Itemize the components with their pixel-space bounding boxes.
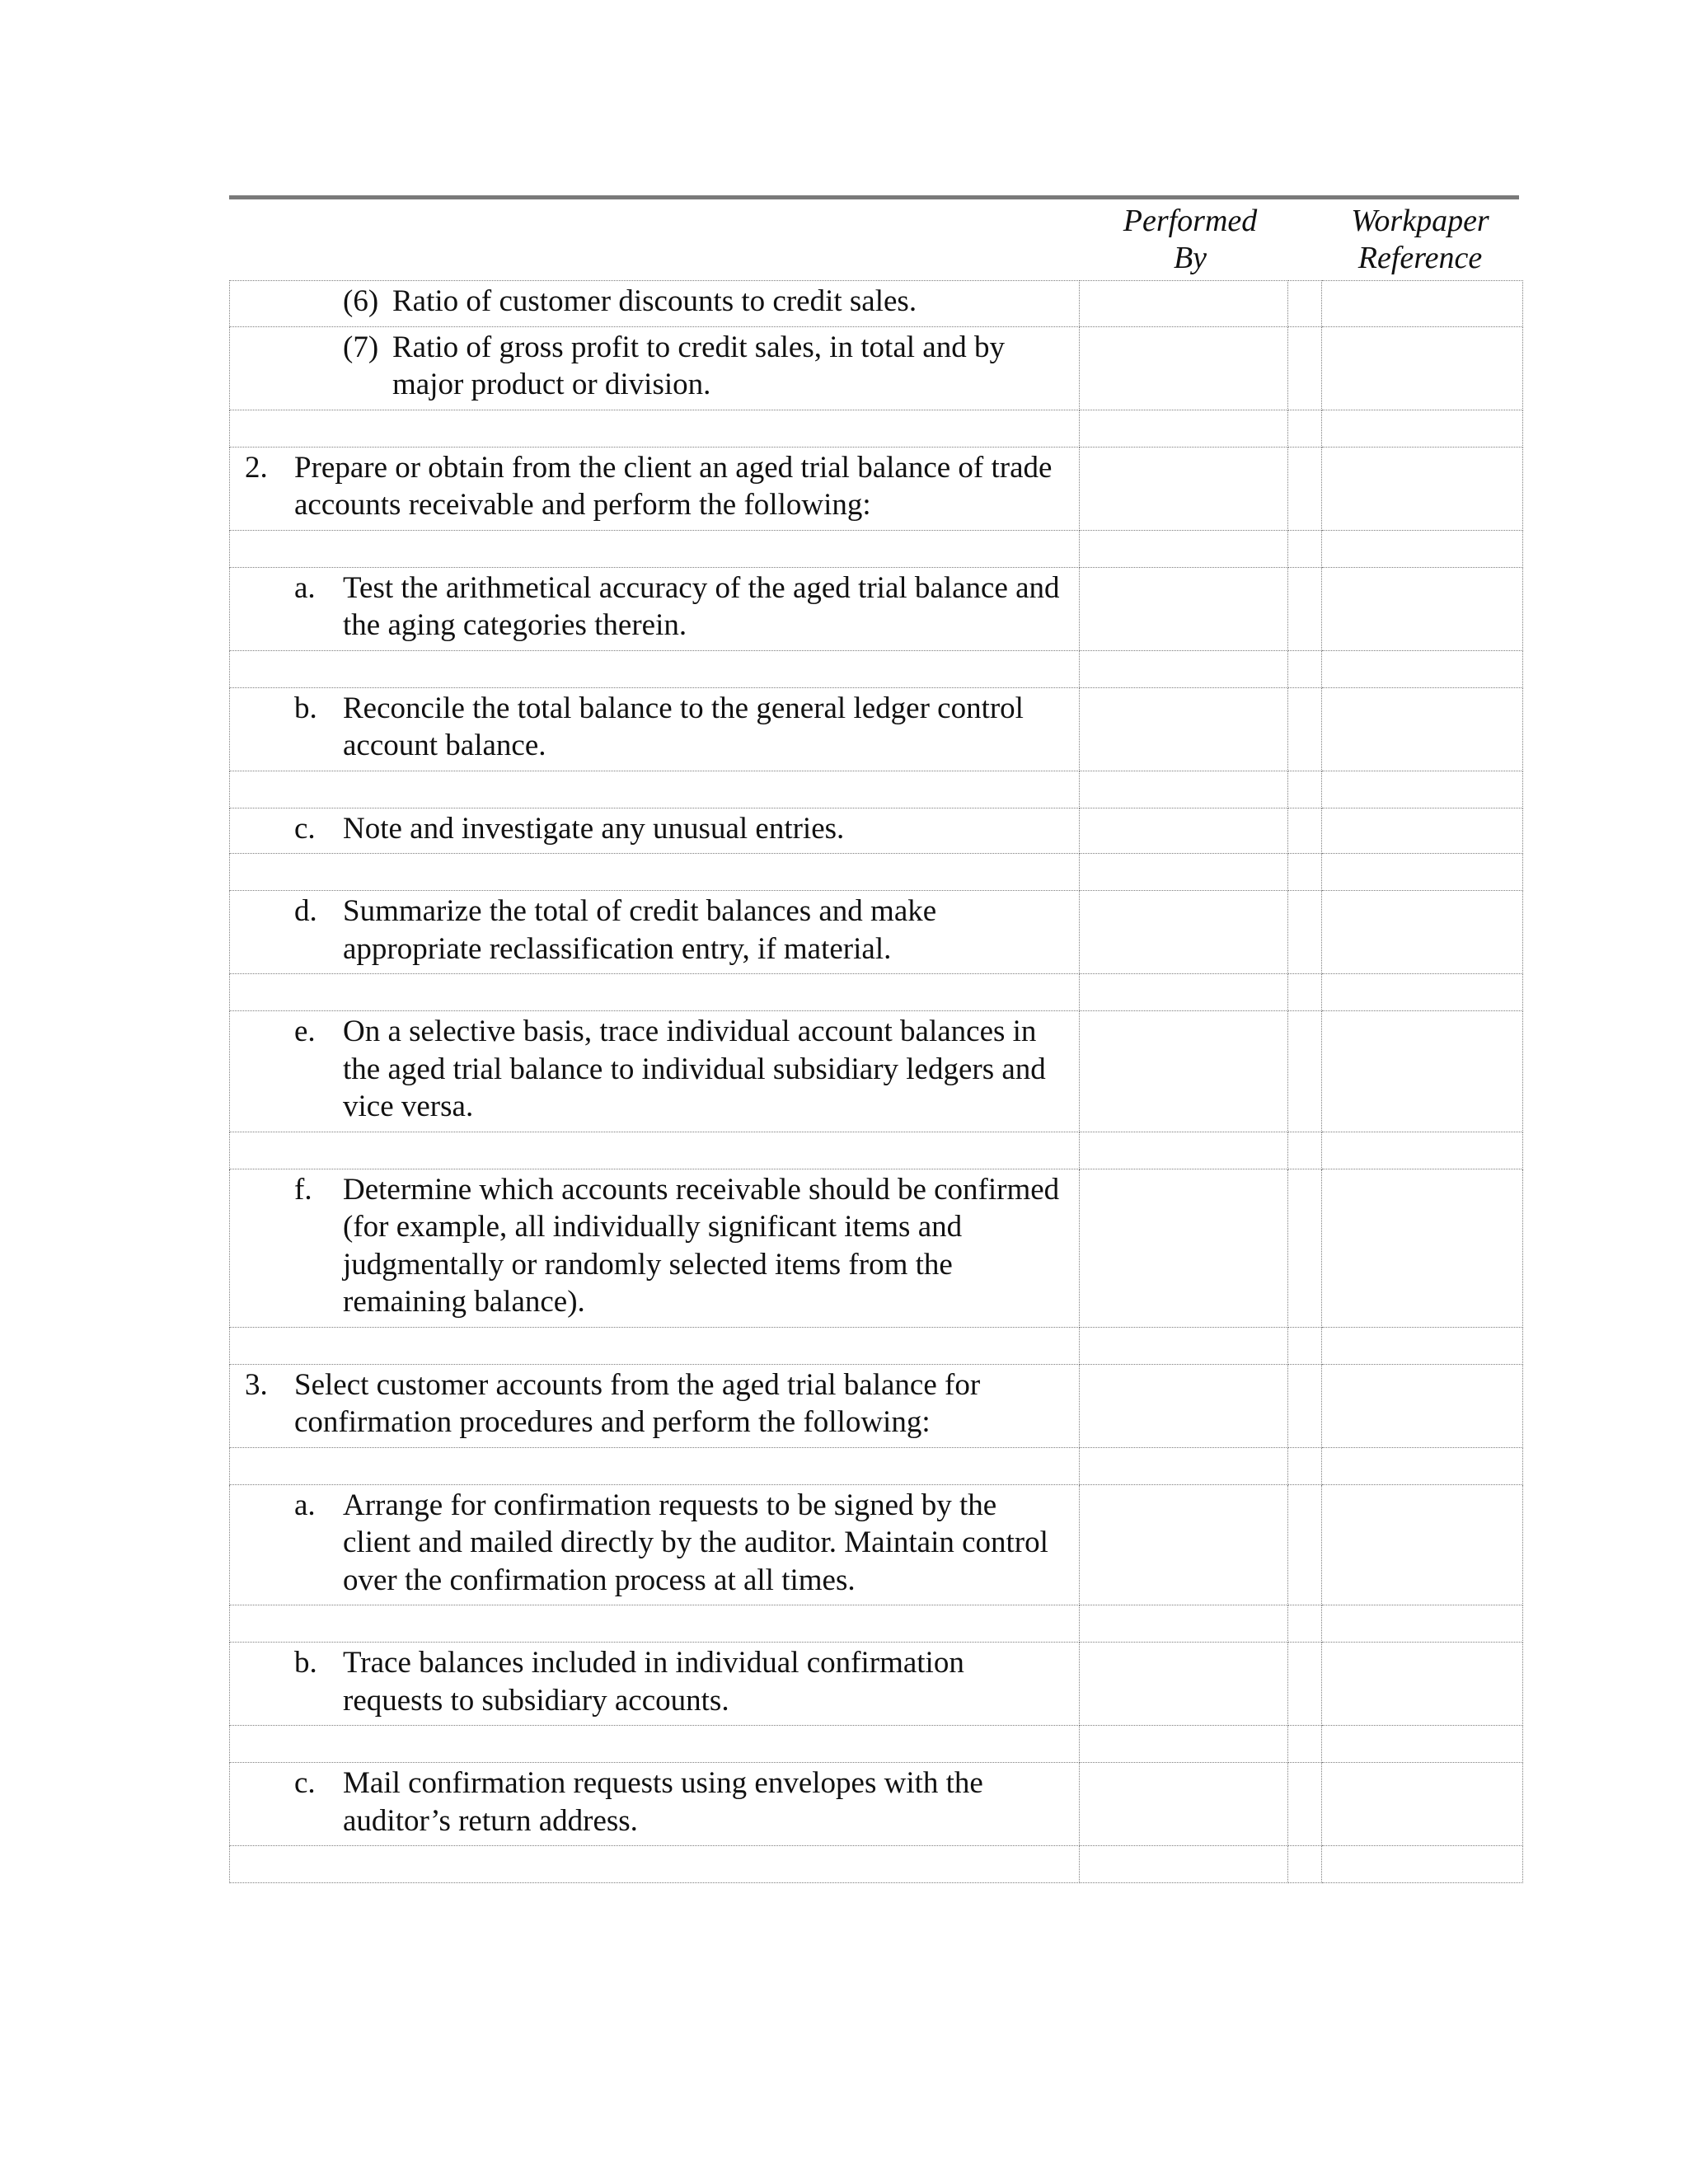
workpaper-reference-cell[interactable]: [1322, 687, 1523, 771]
table-row: [230, 1364, 1523, 1447]
procedure-text: Trace balances included in individual confirmation requests to subsidiary accounts.: [343, 1646, 964, 1718]
procedure-cell: [230, 1763, 1080, 1846]
procedures-table: [229, 280, 1523, 1883]
procedure-text: On a selective basis, trace individual account balances in the aged trial balance to individual subsidiary ledgers and vice versa.: [343, 1015, 1046, 1123]
performed-by-cell[interactable]: [1080, 808, 1288, 854]
spacer-cell: [1288, 808, 1322, 854]
spacer-cell: [1288, 650, 1322, 687]
procedure-cell: [230, 1169, 1080, 1327]
procedure-text: Arrange for confirmation requests to be signed by the client and mailed directly by the auditor. Maintain control over the confirmation process at all times.: [343, 1488, 1048, 1597]
workpaper-reference-cell[interactable]: [1322, 326, 1523, 410]
performed-by-header-line2: By: [1173, 241, 1207, 275]
procedure-text: Note and investigate any unusual entries.: [343, 811, 845, 846]
item-marker: c.: [294, 1766, 316, 1800]
procedure-cell: [230, 326, 1080, 410]
performed-by-cell[interactable]: [1080, 1484, 1288, 1605]
workpaper-reference-cell[interactable]: [1322, 281, 1523, 327]
item-marker: c.: [294, 811, 316, 846]
spacer-cell: [1288, 1763, 1322, 1846]
spacer-cell: [1288, 687, 1322, 771]
procedure-cell: [230, 1643, 1080, 1726]
table-row: [230, 808, 1523, 854]
workpaper-reference-cell[interactable]: [1322, 1763, 1523, 1846]
spacer-cell: [1288, 1364, 1322, 1447]
procedure-cell: [230, 281, 1080, 327]
performed-by-header: [1083, 203, 1297, 277]
performed-by-cell[interactable]: [1080, 1605, 1288, 1643]
empty-cell: [230, 650, 1080, 687]
performed-by-cell[interactable]: [1080, 567, 1288, 650]
procedure-text: Ratio of customer discounts to credit sales.: [392, 284, 917, 318]
procedure-cell: [230, 1484, 1080, 1605]
spacer-row: [230, 974, 1523, 1011]
workpaper-reference-cell[interactable]: [1322, 771, 1523, 808]
workpaper-reference-cell[interactable]: [1322, 410, 1523, 447]
procedure-cell: [230, 447, 1080, 530]
performed-by-cell[interactable]: [1080, 687, 1288, 771]
item-marker: b.: [294, 691, 317, 725]
spacer-row: [230, 530, 1523, 567]
performed-by-cell[interactable]: [1080, 1364, 1288, 1447]
performed-by-cell[interactable]: [1080, 1726, 1288, 1763]
spacer-cell: [1288, 281, 1322, 327]
spacer-cell: [1288, 1484, 1322, 1605]
spacer-row: [230, 1605, 1523, 1643]
procedure-cell: [230, 567, 1080, 650]
workpaper-reference-cell[interactable]: [1322, 974, 1523, 1011]
performed-by-cell[interactable]: [1080, 281, 1288, 327]
table-row: [230, 567, 1523, 650]
procedure-cell: [230, 1011, 1080, 1132]
procedure-cell: [230, 808, 1080, 854]
procedure-text: Summarize the total of credit balances and make appropriate reclassification entry, if material.: [343, 894, 937, 966]
table-row: [230, 687, 1523, 771]
performed-by-cell[interactable]: [1080, 1169, 1288, 1327]
spacer-cell: [1288, 1846, 1322, 1883]
spacer-row: [230, 410, 1523, 447]
performed-by-cell[interactable]: [1080, 530, 1288, 567]
workpaper-reference-cell[interactable]: [1322, 1364, 1523, 1447]
spacer-cell: [1288, 1011, 1322, 1132]
procedure-text: Prepare or obtain from the client an aged trial balance of trade accounts receivable and perform the following:: [294, 450, 1053, 522]
procedure-cell: [230, 1364, 1080, 1447]
workpaper-reference-cell[interactable]: [1322, 1169, 1523, 1327]
workpaper-reference-header: [1321, 203, 1519, 277]
workpaper-reference-cell[interactable]: [1322, 567, 1523, 650]
empty-cell: [230, 1327, 1080, 1364]
table-row: [230, 326, 1523, 410]
empty-cell: [230, 1605, 1080, 1643]
empty-cell: [230, 1726, 1080, 1763]
item-marker: (7): [343, 330, 379, 364]
performed-by-cell[interactable]: [1080, 1011, 1288, 1132]
spacer-row: [230, 650, 1523, 687]
workpaper-reference-cell[interactable]: [1322, 650, 1523, 687]
workpaper-reference-cell[interactable]: [1322, 530, 1523, 567]
performed-by-cell[interactable]: [1080, 854, 1288, 891]
item-marker: f.: [294, 1172, 312, 1207]
performed-by-cell[interactable]: [1080, 1763, 1288, 1846]
spacer-cell: [1288, 891, 1322, 974]
performed-by-cell[interactable]: [1080, 650, 1288, 687]
empty-cell: [230, 410, 1080, 447]
spacer-row: [230, 1327, 1523, 1364]
workpaper-reference-header-line1: Workpaper: [1351, 204, 1489, 238]
performed-by-cell[interactable]: [1080, 1447, 1288, 1484]
performed-by-cell[interactable]: [1080, 1846, 1288, 1883]
item-marker: 3.: [245, 1367, 268, 1402]
workpaper-reference-cell[interactable]: [1322, 1643, 1523, 1726]
performed-by-cell[interactable]: [1080, 410, 1288, 447]
spacer-cell: [1288, 447, 1322, 530]
workpaper-reference-cell[interactable]: [1322, 891, 1523, 974]
workpaper-reference-cell[interactable]: [1322, 1447, 1523, 1484]
workpaper-reference-cell[interactable]: [1322, 1726, 1523, 1763]
item-marker: a.: [294, 1488, 316, 1522]
workpaper-reference-cell[interactable]: [1322, 1605, 1523, 1643]
spacer-cell: [1288, 530, 1322, 567]
workpaper-reference-cell[interactable]: [1322, 1846, 1523, 1883]
workpaper-reference-header-line2: Reference: [1357, 241, 1483, 275]
table-row: [230, 1763, 1523, 1846]
column-header: [229, 199, 1519, 280]
performed-by-cell[interactable]: [1080, 326, 1288, 410]
spacer-row: [230, 1726, 1523, 1763]
item-marker: (6): [343, 284, 379, 318]
performed-by-cell[interactable]: [1080, 1132, 1288, 1169]
performed-by-cell[interactable]: [1080, 771, 1288, 808]
empty-cell: [230, 974, 1080, 1011]
workpaper-reference-cell[interactable]: [1322, 808, 1523, 854]
spacer-cell: [1288, 567, 1322, 650]
spacer-cell: [1288, 1605, 1322, 1643]
item-marker: e.: [294, 1015, 316, 1048]
item-marker: b.: [294, 1646, 317, 1680]
spacer-row: [230, 1846, 1523, 1883]
item-marker: d.: [294, 894, 317, 928]
performed-by-cell[interactable]: [1080, 1643, 1288, 1726]
performed-by-cell[interactable]: [1080, 974, 1288, 1011]
spacer-cell: [1288, 771, 1322, 808]
spacer-cell: [1288, 1447, 1322, 1484]
procedure-text: Test the arithmetical accuracy of the aged trial balance and the aging categories therein.: [343, 570, 1060, 642]
table-row: [230, 1169, 1523, 1327]
performed-by-cell[interactable]: [1080, 447, 1288, 530]
table-row: [230, 1484, 1523, 1605]
table-row: [230, 1643, 1523, 1726]
spacer-cell: [1288, 854, 1322, 891]
workpaper-reference-cell[interactable]: [1322, 854, 1523, 891]
spacer-row: [230, 1132, 1523, 1169]
spacer-cell: [1288, 1327, 1322, 1364]
spacer-row: [230, 771, 1523, 808]
spacer-cell: [1288, 1643, 1322, 1726]
audit-program-sheet: [229, 195, 1519, 1883]
performed-by-cell[interactable]: [1080, 891, 1288, 974]
workpaper-reference-cell[interactable]: [1322, 1011, 1523, 1132]
empty-cell: [230, 854, 1080, 891]
item-marker: a.: [294, 570, 316, 605]
spacer-cell: [1288, 1169, 1322, 1327]
procedure-text: Mail confirmation requests using envelopes with the auditor’s return address.: [343, 1766, 983, 1838]
empty-cell: [230, 1132, 1080, 1169]
procedure-text: Select customer accounts from the aged trial balance for confirmation procedures and perform the following:: [294, 1367, 981, 1439]
workpaper-reference-cell[interactable]: [1322, 1327, 1523, 1364]
spacer-cell: [1288, 326, 1322, 410]
item-marker: 2.: [245, 450, 268, 485]
table-row: [230, 891, 1523, 974]
performed-by-cell[interactable]: [1080, 1327, 1288, 1364]
spacer-cell: [1288, 410, 1322, 447]
spacer-row: [230, 854, 1523, 891]
empty-cell: [230, 530, 1080, 567]
table-row: [230, 1011, 1523, 1132]
spacer-row: [230, 1447, 1523, 1484]
spacer-cell: [1288, 1132, 1322, 1169]
table-row: [230, 447, 1523, 530]
procedure-cell: [230, 687, 1080, 771]
empty-cell: [230, 1447, 1080, 1484]
spacer-cell: [1288, 974, 1322, 1011]
procedure-cell: [230, 891, 1080, 974]
performed-by-header-line1: Performed: [1123, 204, 1258, 238]
procedure-text: Reconcile the total balance to the general ledger control account balance.: [343, 691, 1024, 762]
table-row: [230, 281, 1523, 327]
spacer-cell: [1288, 1726, 1322, 1763]
procedure-text: Determine which accounts receivable should be confirmed (for example, all individually significant items and judgmentally or randomly selected items from the remaining balance).: [343, 1172, 1060, 1319]
empty-cell: [230, 771, 1080, 808]
empty-cell: [230, 1846, 1080, 1883]
workpaper-reference-cell[interactable]: [1322, 447, 1523, 530]
workpaper-reference-cell[interactable]: [1322, 1484, 1523, 1605]
workpaper-reference-cell[interactable]: [1322, 1132, 1523, 1169]
procedure-text: Ratio of gross profit to credit sales, in total and by major product or division.: [392, 330, 1005, 401]
